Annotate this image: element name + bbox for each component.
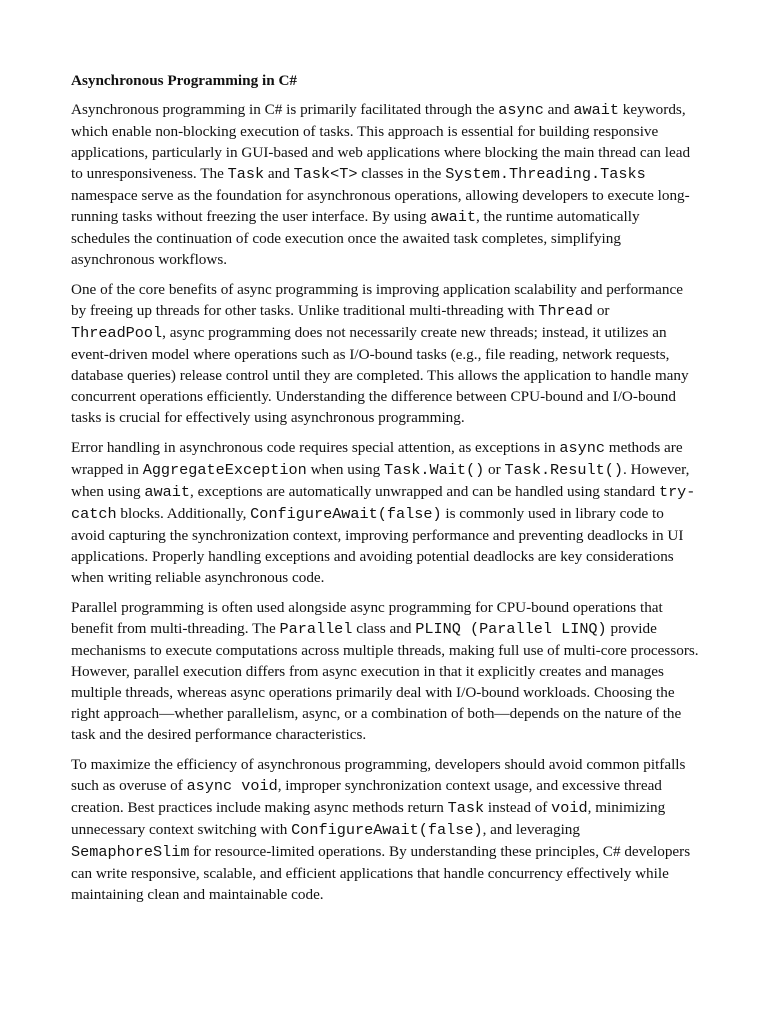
inline-code: Task<T> <box>293 165 358 183</box>
text-run: is commonly used in library code to avoid capturing the synchronization context, improving performance and preventing deadlocks in UI applications. Properly handling exceptions and avoiding potential deadlocks are key considerations when writing reliable asynchronous code. <box>71 505 684 586</box>
inline-code: PLINQ (Parallel LINQ) <box>415 620 607 638</box>
document-title: Asynchronous Programming in C# <box>71 72 298 89</box>
inline-code: ThreadPool <box>71 324 163 342</box>
paragraph-3 <box>71 437 699 588</box>
text-run: and <box>264 165 294 182</box>
inline-code: async <box>498 101 544 119</box>
document-page <box>71 70 699 914</box>
text-run: classes in the <box>357 165 446 182</box>
document-body <box>71 99 699 905</box>
text-run: . However, when using <box>71 461 690 500</box>
text-run: keywords, which enable non-blocking execution of tasks. This approach is essential for building responsive applications, particularly in GUI-based and web applications where blocking the main thread can lead to unresponsiveness. The <box>71 101 691 182</box>
text-run: or <box>484 461 505 478</box>
text-run: , the runtime automatically schedules the continuation of code execution once the awaited task completes, simplifying asynchronous workflows. <box>71 208 640 268</box>
text-run: Error handling in asynchronous code requires special attention, as exceptions in <box>71 439 560 456</box>
inline-code: System.Threading.Tasks <box>445 165 646 183</box>
text-run: instead of <box>484 799 552 816</box>
text-run: One of the core benefits of async programming is improving application scalability and performance by freeing up threads for other tasks. Unlike traditional multi-threading with <box>71 281 683 319</box>
text-run: , exceptions are automatically unwrapped and can be handled using standard <box>189 483 659 500</box>
text-run: , minimizing unnecessary context switching with <box>71 799 666 838</box>
text-run: namespace serve as the foundation for asynchronous operations, allowing developers to execute long-running tasks without freezing the user interface. By using <box>71 187 690 225</box>
inline-code: Task.Wait() <box>383 461 485 479</box>
text-run: class and <box>352 620 416 637</box>
paragraph-5 <box>71 754 699 905</box>
inline-code: Thread <box>538 302 594 320</box>
text-run: , improper synchronization context usage, and excessive thread creation. Best practices include making async methods return <box>71 777 662 816</box>
text-run: Asynchronous programming in C# is primarily facilitated through the <box>71 101 499 118</box>
text-run: or <box>593 302 610 319</box>
inline-code: await <box>144 483 190 501</box>
inline-code: ConfigureAwait(false) <box>250 505 442 523</box>
text-run: blocks. Additionally, <box>116 505 251 522</box>
text-run: when using <box>306 461 384 478</box>
paragraph-1 <box>71 99 699 270</box>
text-run: To maximize the efficiency of asynchronous programming, developers should avoid common pitfalls such as overuse of <box>71 756 686 794</box>
text-run: , and leveraging <box>482 821 580 838</box>
inline-code: try-catch <box>71 483 696 523</box>
inline-code: await <box>573 101 619 119</box>
inline-code: SemaphoreSlim <box>71 843 190 861</box>
inline-code: Parallel <box>279 620 353 638</box>
inline-code: AggregateException <box>142 461 307 479</box>
inline-code: void <box>551 799 588 817</box>
text-run: Parallel programming is often used alongside async programming for CPU-bound operations that benefit from multi-threading. The <box>71 599 663 637</box>
paragraph-2 <box>71 279 699 428</box>
inline-code: Task.Result() <box>504 461 623 479</box>
inline-code: Task <box>447 799 485 817</box>
inline-code: await <box>430 208 476 226</box>
text-run: for resource-limited operations. By understanding these principles, C# developers can write responsive, scalable, and efficient applications that handle concurrency effectively while maintaining clean and maintainable code. <box>71 843 691 903</box>
text-run: methods are wrapped in <box>71 439 683 478</box>
inline-code: async void <box>186 777 278 795</box>
inline-code: Task <box>227 165 265 183</box>
text-run: , async programming does not necessarily create new threads; instead, it utilizes an event-driven model where operations such as I/O-bound tasks (e.g., file reading, network requests, database queries) release control until they are completed. This allows the application to handle many concurrent operations efficiently. Understanding the difference between CPU-bound and I/O-bound tasks is crucial for effectively using asynchronous programming. <box>71 324 689 426</box>
text-run: provide mechanisms to execute computations across multiple threads, making full use of multi-core processors. However, parallel execution differs from async execution in that it explicitly creates and manages multiple threads, whereas async operations primarily deal with I/O-bound workloads. Choosing the right approach—whether parallelism, async, or a combination of both—depends on the nature of the task and the desired performance characteristics. <box>71 620 699 743</box>
inline-code: async <box>559 439 605 457</box>
text-run: and <box>543 101 574 118</box>
inline-code: ConfigureAwait(false) <box>291 821 483 839</box>
paragraph-4 <box>71 597 699 745</box>
